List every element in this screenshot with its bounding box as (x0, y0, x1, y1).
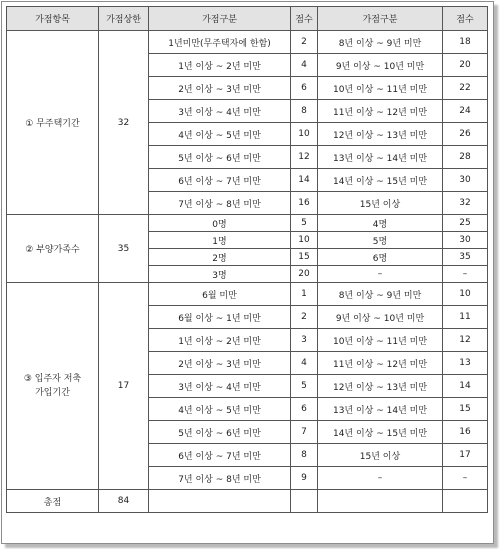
header-criteria-left: 가점구분 (149, 7, 291, 31)
score-table (6, 6, 488, 513)
empty-cell (443, 490, 488, 513)
category-line-2: 가입기간 (35, 388, 70, 398)
score-cell: 1 (291, 283, 318, 306)
score-cell: 5 (291, 375, 318, 398)
criteria-cell: 0명 (149, 215, 291, 232)
max-cell: 32 (99, 31, 149, 215)
criteria-cell: 1명 (149, 232, 291, 249)
criteria-cell: 11년 이상 ~ 12년 미만 (318, 100, 443, 123)
criteria-cell: 10년 이상 ~ 11년 미만 (318, 329, 443, 352)
score-cell: 16 (443, 421, 488, 444)
header-score-left: 점수 (291, 7, 318, 31)
score-cell: 24 (443, 100, 488, 123)
criteria-cell: 10년 이상 ~ 11년 미만 (318, 77, 443, 100)
header-criteria-right: 가점구분 (318, 7, 443, 31)
criteria-cell: – (318, 266, 443, 283)
criteria-cell: 1년 이상 ~ 2년 미만 (149, 329, 291, 352)
criteria-cell: 5명 (318, 232, 443, 249)
max-cell: 17 (99, 283, 149, 490)
criteria-cell: 2명 (149, 249, 291, 266)
criteria-cell: 7년 이상 ~ 8년 미만 (149, 192, 291, 215)
category-line-1: ③ 입주자 저축 (23, 373, 82, 384)
criteria-cell: 6월 미만 (149, 283, 291, 306)
score-cell: 3 (291, 329, 318, 352)
criteria-cell: 6월 이상 ~ 1년 미만 (149, 306, 291, 329)
criteria-cell: 13년 이상 ~ 14년 미만 (318, 398, 443, 421)
header-category: 가점항목 (7, 7, 99, 31)
score-cell: 16 (291, 192, 318, 215)
total-value: 84 (99, 490, 149, 513)
criteria-cell: 5년 이상 ~ 6년 미만 (149, 421, 291, 444)
category-cell: ① 무주택기간 (7, 31, 99, 215)
score-cell: 10 (443, 283, 488, 306)
criteria-cell: 9년 이상 ~ 10년 미만 (318, 54, 443, 77)
score-cell: 6 (291, 77, 318, 100)
score-cell: 12 (291, 146, 318, 169)
criteria-cell: 14년 이상 ~ 15년 미만 (318, 421, 443, 444)
score-cell: 6 (291, 398, 318, 421)
score-cell: 35 (443, 249, 488, 266)
criteria-cell: 4년 이상 ~ 5년 미만 (149, 123, 291, 146)
score-cell: 26 (443, 123, 488, 146)
score-cell: 14 (291, 169, 318, 192)
criteria-cell: 6년 이상 ~ 7년 미만 (149, 169, 291, 192)
category-cell: ② 부양가족수 (7, 215, 99, 283)
criteria-cell: 12년 이상 ~ 13년 미만 (318, 375, 443, 398)
max-cell: 35 (99, 215, 149, 283)
criteria-cell: 15년 이상 (318, 444, 443, 467)
score-cell: 15 (443, 398, 488, 421)
score-cell: 12 (443, 329, 488, 352)
criteria-cell: 1년미만(무주택자에 한함) (149, 31, 291, 54)
criteria-cell: 6명 (318, 249, 443, 266)
criteria-cell: 8년 이상 ~ 9년 미만 (318, 283, 443, 306)
empty-cell (318, 490, 443, 513)
score-cell: 10 (291, 232, 318, 249)
score-cell: 7 (291, 421, 318, 444)
score-cell: 20 (291, 266, 318, 283)
criteria-cell: 15년 이상 (318, 192, 443, 215)
score-cell: 5 (291, 215, 318, 232)
criteria-cell: 6년 이상 ~ 7년 미만 (149, 444, 291, 467)
criteria-cell: 1년 이상 ~ 2년 미만 (149, 54, 291, 77)
total-row (7, 490, 488, 513)
criteria-cell: 3년 이상 ~ 4년 미만 (149, 375, 291, 398)
criteria-cell: 12년 이상 ~ 13년 미만 (318, 123, 443, 146)
score-cell: 11 (443, 306, 488, 329)
score-cell: 14 (443, 375, 488, 398)
criteria-cell: 13년 이상 ~ 14년 미만 (318, 146, 443, 169)
table-row (7, 283, 488, 306)
score-cell: 25 (443, 215, 488, 232)
score-cell: 18 (443, 31, 488, 54)
criteria-cell: 5년 이상 ~ 6년 미만 (149, 146, 291, 169)
score-cell: 4 (291, 54, 318, 77)
header-row (7, 7, 488, 31)
score-cell: 28 (443, 146, 488, 169)
header-max: 가점상한 (99, 7, 149, 31)
criteria-cell: 2년 이상 ~ 3년 미만 (149, 77, 291, 100)
score-cell: 17 (443, 444, 488, 467)
score-cell: 4 (291, 352, 318, 375)
score-cell: 32 (443, 192, 488, 215)
score-cell: 2 (291, 31, 318, 54)
header-score-right: 점수 (443, 7, 488, 31)
score-cell: 9 (291, 467, 318, 490)
score-cell: 30 (443, 169, 488, 192)
score-cell: 30 (443, 232, 488, 249)
criteria-cell: 9년 이상 ~ 10년 미만 (318, 306, 443, 329)
score-cell: 22 (443, 77, 488, 100)
score-cell: – (443, 467, 488, 490)
table-row (7, 215, 488, 232)
score-cell: – (443, 266, 488, 283)
criteria-cell: 11년 이상 ~ 12년 미만 (318, 352, 443, 375)
score-cell: 20 (443, 54, 488, 77)
criteria-cell: 3명 (149, 266, 291, 283)
score-cell: 15 (291, 249, 318, 266)
empty-cell (291, 490, 318, 513)
criteria-cell: 4년 이상 ~ 5년 미만 (149, 398, 291, 421)
criteria-cell: 2년 이상 ~ 3년 미만 (149, 352, 291, 375)
score-cell: 8 (291, 100, 318, 123)
score-cell: 10 (291, 123, 318, 146)
criteria-cell: 14년 이상 ~ 15년 미만 (318, 169, 443, 192)
score-cell: 2 (291, 306, 318, 329)
criteria-cell: 7년 이상 ~ 8년 미만 (149, 467, 291, 490)
criteria-cell: – (318, 467, 443, 490)
score-cell: 8 (291, 444, 318, 467)
category-cell (7, 283, 99, 490)
score-cell: 13 (443, 352, 488, 375)
total-label: 총점 (7, 490, 99, 513)
criteria-cell: 4명 (318, 215, 443, 232)
criteria-cell: 3년 이상 ~ 4년 미만 (149, 100, 291, 123)
table-row (7, 31, 488, 54)
empty-cell (149, 490, 291, 513)
criteria-cell: 8년 이상 ~ 9년 미만 (318, 31, 443, 54)
